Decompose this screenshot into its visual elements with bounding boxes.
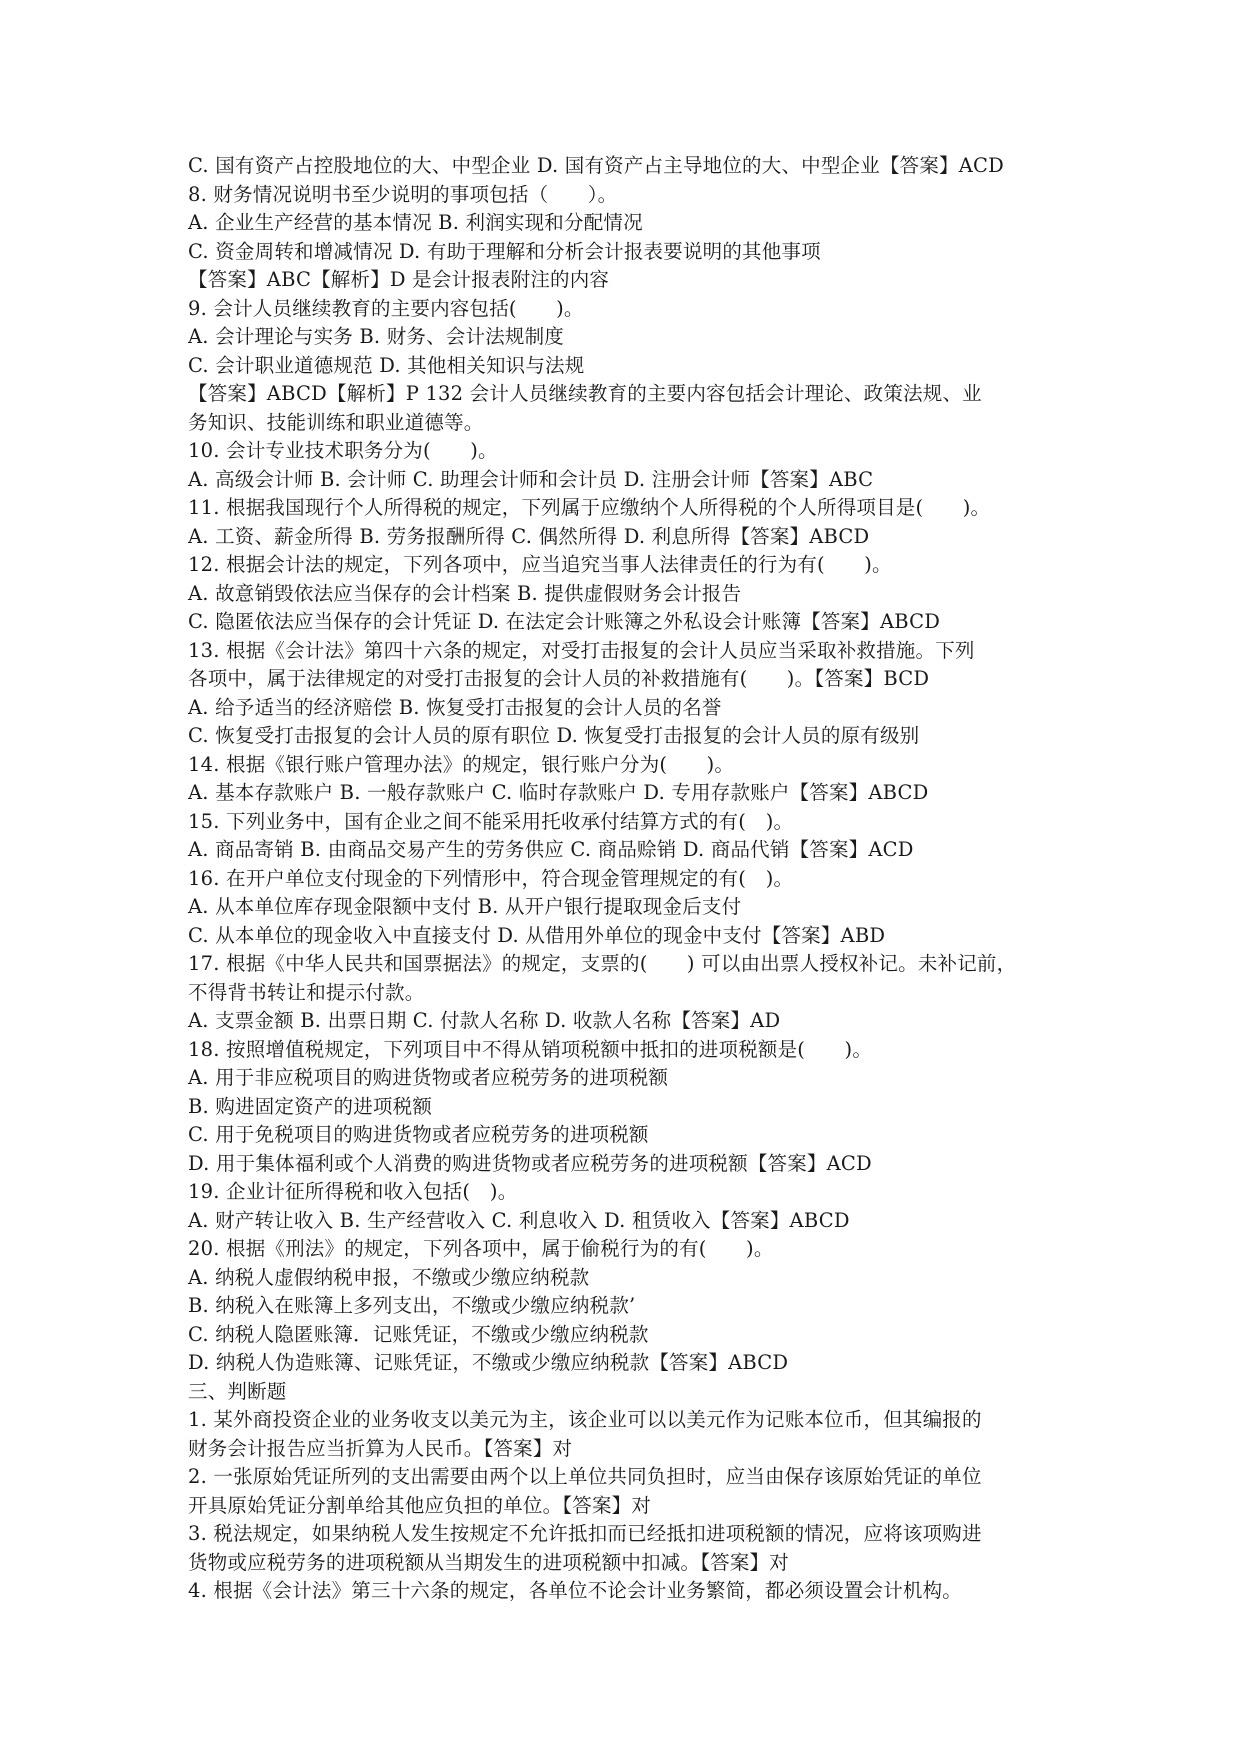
text-line: 财务会计报告应当折算为人民币。【答案】对 bbox=[188, 1436, 573, 1460]
text-line: A. 财产转让收入 B. 生产经营收入 C. 利息收入 D. 租赁收入【答案】ABCD bbox=[188, 1208, 850, 1232]
text-line: C. 隐匿依法应当保存的会计凭证 D. 在法定会计账簿之外私设会计账簿【答案】ABCD bbox=[188, 610, 941, 633]
text-line: A. 给予适当的经济赔偿 B. 恢复受打击报复的会计人员的名誉 bbox=[188, 695, 722, 719]
text-line: 务知识、技能训练和职业道德等。 bbox=[188, 410, 484, 434]
text-line: 15. 下列业务中，国有企业之间不能采用托收承付结算方式的有( )。 bbox=[188, 809, 794, 833]
text-line: B. 购进固定资产的进项税额 bbox=[188, 1094, 433, 1118]
text-line: A. 从本单位库存现金限额中支付 B. 从开户银行提取现金后支付 bbox=[188, 895, 742, 918]
text-line: 12. 根据会计法的规定，下列各项中，应当追究当事人法律责任的行为有( )。 bbox=[188, 553, 892, 576]
text-line: A. 基本存款账户 B. 一般存款账户 C. 临时存款账户 D. 专用存款账户【答案】ABCD bbox=[188, 781, 929, 804]
text-line: 8. 财务情况说明书至少说明的事项包括（ ）。 bbox=[188, 182, 618, 206]
text-line: 4. 根据《会计法》第三十六条的规定，各单位不论会计业务繁简，都必须设置会计机构。 bbox=[188, 1579, 963, 1602]
text-line: 14. 根据《银行账户管理办法》的规定，银行账户分为( )。 bbox=[188, 752, 735, 776]
text-line: C. 恢复受打击报复的会计人员的原有职位 D. 恢复受打击报复的会计人员的原有级别 bbox=[188, 724, 920, 747]
text-line: C. 纳税人隐匿账簿．记账凭证，不缴或少缴应纳税款 bbox=[188, 1322, 649, 1346]
text-line: A. 支票金额 B. 出票日期 C. 付款人名称 D. 收款人名称【答案】AD bbox=[188, 1009, 781, 1032]
text-line: 11. 根据我国现行个人所得税的规定，下列属于应缴纳个人所得税的个人所得项目是( )。 bbox=[188, 496, 991, 519]
text-line: 不得背书转让和提示付款。 bbox=[188, 980, 425, 1004]
text-line: B. 纳税入在账簿上多列支出，不缴或少缴应纳税款’ bbox=[188, 1294, 636, 1317]
text-line: 20. 根据《刑法》的规定，下列各项中，属于偷税行为的有( )。 bbox=[188, 1237, 774, 1260]
text-line: C. 会计职业道德规范 D. 其他相关知识与法规 bbox=[188, 353, 585, 377]
text-line: C. 资金周转和增减情况 D. 有助于理解和分析会计报表要说明的其他事项 bbox=[188, 239, 821, 263]
section-heading: 三、判断题 bbox=[188, 1379, 287, 1403]
text-line: 【答案】ABCD【解析】P 132 会计人员继续教育的主要内容包括会计理论、政策法规、业 bbox=[188, 382, 982, 405]
text-line: C. 国有资产占控股地位的大、中型企业 D. 国有资产占主导地位的大、中型企业【答案】ACD bbox=[188, 154, 1004, 177]
text-line: A. 工资、薪金所得 B. 劳务报酬所得 C. 偶然所得 D. 利息所得【答案】ABCD bbox=[188, 524, 870, 548]
text-line: 16. 在开户单位支付现金的下列情形中，符合现金管理规定的有( )。 bbox=[188, 866, 794, 890]
text-line: 【答案】ABC【解析】D 是会计报表附注的内容 bbox=[188, 268, 610, 291]
text-line: 各项中，属于法律规定的对受打击报复的会计人员的补救措施有( )。【答案】BCD bbox=[188, 667, 930, 690]
text-line: A. 高级会计师 B. 会计师 C. 助理会计师和会计员 D. 注册会计师【答案】ABC bbox=[188, 467, 874, 491]
text-line: D. 用于集体福利或个人消费的购进货物或者应税劳务的进项税额【答案】ACD bbox=[188, 1151, 872, 1175]
text-line: 17. 根据《中华人民共和国票据法》的规定，支票的( ) 可以由出票人授权补记。未补记前， bbox=[188, 952, 1017, 975]
text-line: 18. 按照增值税规定，下列项目中不得从销项税额中抵扣的进项税额是( )。 bbox=[188, 1037, 873, 1061]
text-line: 开具原始凭证分割单给其他应负担的单位。【答案】对 bbox=[188, 1493, 652, 1517]
text-line: 3. 税法规定，如果纳税人发生按规定不允许抵扣而已经抵扣进项税额的情况，应将该项购进 bbox=[188, 1522, 982, 1545]
text-line: 1. 某外商投资企业的业务收支以美元为主，该企业可以以美元作为记账本位币，但其编报的 bbox=[188, 1408, 982, 1431]
text-line: 2. 一张原始凭证所列的支出需要由两个以上单位共同负担时，应当由保存该原始凭证的单位 bbox=[188, 1465, 982, 1488]
text-line: A. 商品寄销 B. 由商品交易产生的劳务供应 C. 商品赊销 D. 商品代销【答案】ACD bbox=[188, 838, 914, 861]
text-line: A. 用于非应税项目的购进货物或者应税劳务的进项税额 bbox=[188, 1066, 669, 1089]
text-line: 10. 会计专业技术职务分为( )。 bbox=[188, 439, 498, 462]
text-line: A. 故意销毁依法应当保存的会计档案 B. 提供虚假财务会计报告 bbox=[188, 581, 742, 605]
text-line: A. 会计理论与实务 B. 财务、会计法规制度 bbox=[188, 325, 565, 348]
text-line: C. 从本单位的现金收入中直接支付 D. 从借用外单位的现金中支付【答案】ABD bbox=[188, 923, 886, 947]
text-line: C. 用于免税项目的购进货物或者应税劳务的进项税额 bbox=[188, 1123, 649, 1146]
text-line: 19. 企业计征所得税和收入包括( )。 bbox=[188, 1180, 518, 1203]
text-line: 9. 会计人员继续教育的主要内容包括( )。 bbox=[188, 296, 584, 320]
text-line: 货物或应税劳务的进项税额从当期发生的进项税额中扣减。【答案】对 bbox=[188, 1550, 789, 1574]
text-line: D. 纳税人伪造账簿、记账凭证，不缴或少缴应纳税款【答案】ABCD bbox=[188, 1351, 789, 1374]
text-line: 13. 根据《会计法》第四十六条的规定，对受打击报复的会计人员应当采取补救措施。下列 bbox=[188, 638, 975, 662]
text-line: A. 纳税人虚假纳税申报，不缴或少缴应纳税款 bbox=[188, 1265, 590, 1289]
document-body bbox=[188, 152, 1068, 1606]
text-line: A. 企业生产经营的基本情况 B. 利润实现和分配情况 bbox=[188, 211, 643, 234]
